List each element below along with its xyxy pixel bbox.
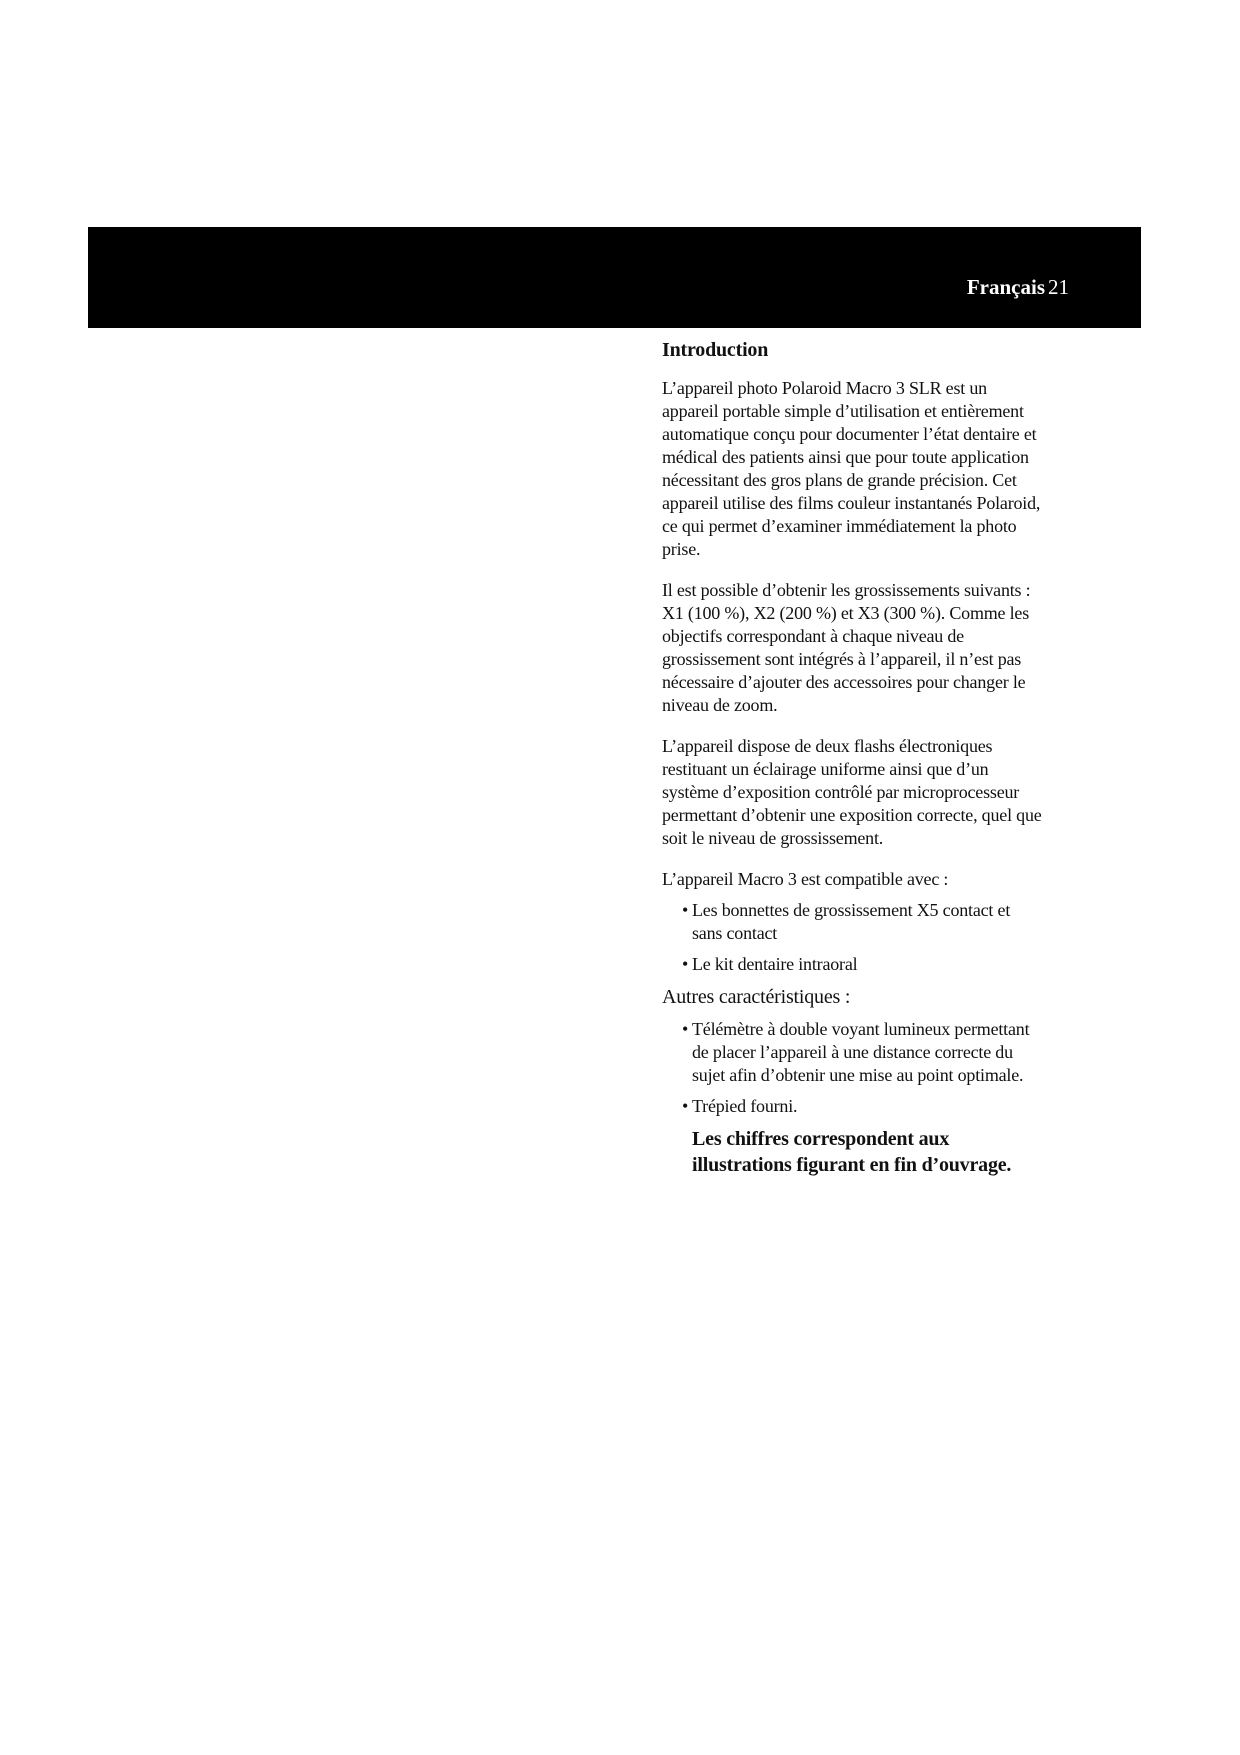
page-header-label	[967, 275, 1069, 299]
compatibility-list	[662, 899, 1044, 976]
page-header-bar	[88, 227, 1141, 328]
list-item-text: Les bonnettes de grossissement X5 contact et sans contact	[692, 900, 1011, 943]
intro-paragraph-3: L’appareil dispose de deux flashs électroniques restituant un éclairage uniforme ainsi que d’un système d’exposition contrôlé par microprocesseur permettant d’obtenir une exposition correcte, quel que soit le niveau de grossissement.	[662, 736, 1042, 848]
intro-paragraph-2: Il est possible d’obtenir les grossissements suivants : X1 (100 %), X2 (200 %) et X3 (300 %). Comme les objectifs correspondant à chaque niveau de grossissement sont intégrés à l’appareil, il n’est pas nécessaire d’ajouter des accessoires pour changer le niveau de zoom.	[662, 580, 1031, 715]
illustrations-note: Les chiffres correspondent aux illustrations figurant en fin d’ouvrage.	[692, 1128, 1012, 1176]
list-item-text: Le kit dentaire intraoral	[692, 954, 858, 974]
section-title-introduction: Introduction	[662, 339, 769, 361]
list-item	[682, 1018, 1044, 1087]
page-number: 21	[1048, 275, 1069, 299]
list-item-text: Trépied fourni.	[692, 1096, 798, 1116]
main-content	[662, 337, 1044, 1178]
bullet-icon: •	[682, 1096, 689, 1116]
language-label: Français	[966, 275, 1045, 299]
features-list	[662, 1018, 1044, 1118]
bullet-icon: •	[682, 900, 689, 920]
bullet-icon: •	[682, 1019, 689, 1039]
list-item	[682, 899, 1044, 945]
list-item	[682, 953, 1044, 976]
list-item	[682, 1095, 1044, 1118]
intro-paragraph-1: L’appareil photo Polaroid Macro 3 SLR est un appareil portable simple d’utilisation et entièrement automatique conçu pour documenter l’état dentaire et médical des patients ainsi que pour toute application nécessitant des gros plans de grande précision. Cet appareil utilise des films couleur instantanés Polaroid, ce qui permet d’examiner immédiatement la photo prise.	[662, 378, 1041, 559]
compatibility-lead: L’appareil Macro 3 est compatible avec :	[662, 869, 949, 889]
bullet-icon: •	[682, 954, 689, 974]
section-title-features: Autres caractéristiques :	[662, 986, 851, 1008]
list-item-text: Télémètre à double voyant lumineux permettant de placer l’appareil à une distance correcte du sujet afin d’obtenir une mise au point optimale.	[692, 1019, 1030, 1085]
